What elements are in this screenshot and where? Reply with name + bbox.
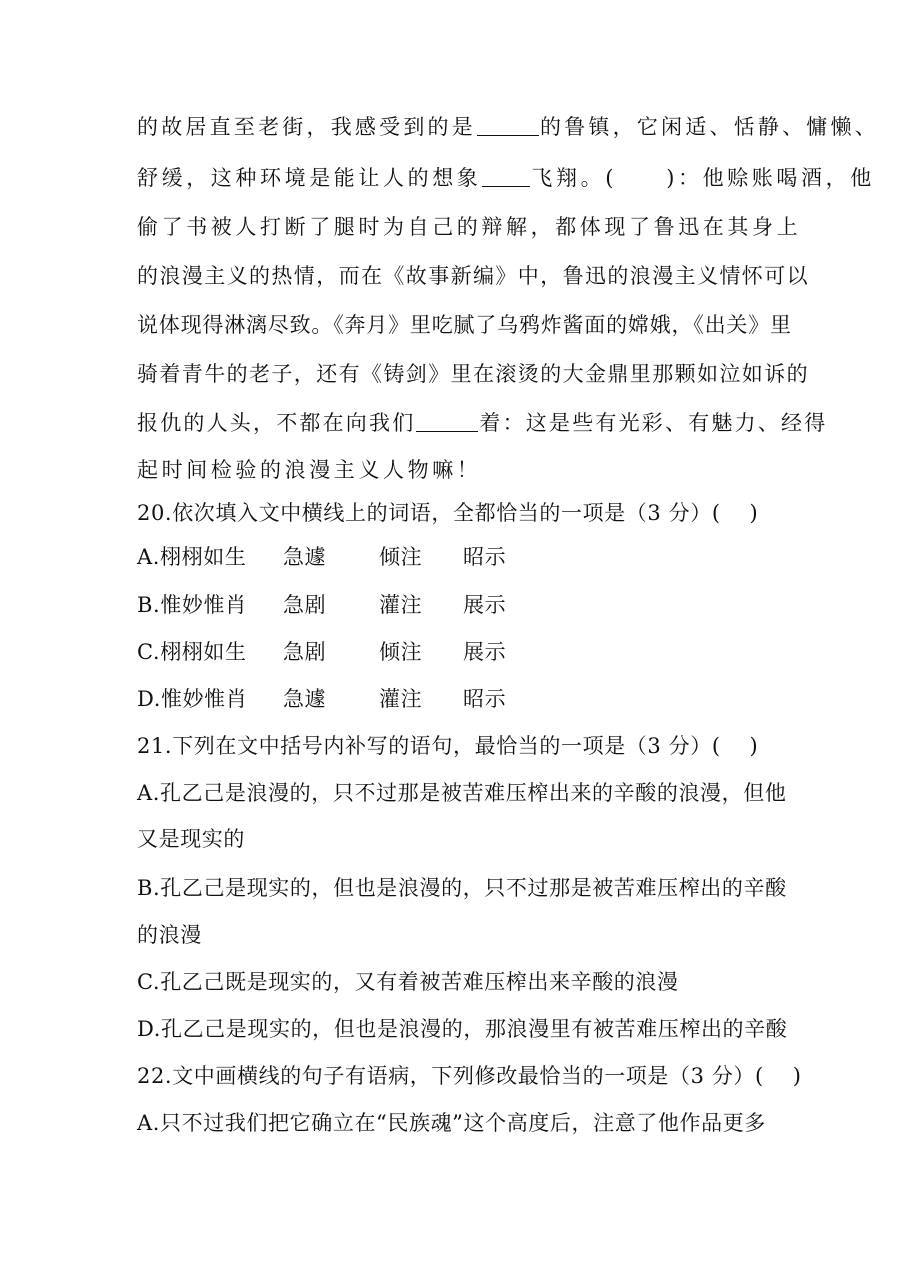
option-word-1: 惟妙惟肖 (160, 593, 247, 617)
passage-line-8: 起时间检验的浪漫主义人物嘛！ (137, 458, 482, 482)
option-word-3: 灌注 (379, 593, 423, 617)
option-letter: D. (137, 687, 161, 711)
passage-text: 舒缓，这种环境是能让人的想象 (137, 166, 482, 190)
passage-text: 报仇的人头，不都在向我们 (137, 411, 416, 435)
passage-line-2 (137, 163, 875, 193)
fill-blank-1 (477, 113, 539, 136)
option-word-4: 展示 (463, 593, 507, 617)
passage-text: 的鲁镇，它闲适、恬静、慵懒、 (539, 115, 879, 139)
passage-text: 飞翔。( )：他赊账喝酒，他 (531, 166, 875, 190)
option-word-1: 惟妙惟肖 (160, 687, 248, 711)
passage-line-6: 骑着青牛的老子，还有《铸剑》里在滚烫的大金鼎里那颗如泣如诉的 (137, 362, 809, 386)
question-21-option-b-line-1: B.孔乙己是现实的，但也是浪漫的，只不过那是被苦难压榨出的辛酸 (137, 876, 787, 900)
option-word-3: 倾注 (379, 640, 423, 664)
option-word-2: 急遽 (283, 687, 327, 711)
option-word-4: 展示 (463, 640, 507, 664)
question-20-option-b (137, 590, 737, 620)
passage-line-3: 偷了书被人打断了腿时为自己的辩解，都体现了鲁迅在其身上 (137, 215, 802, 239)
question-21-option-a-line-2: 又是现实的 (137, 827, 245, 851)
question-21-stem: 21.下列在文中括号内补写的语句，最恰当的一项是（3 分）( ) (137, 734, 759, 758)
option-word-1: 栩栩如生 (160, 545, 247, 569)
option-word-3: 倾注 (379, 545, 423, 569)
option-word-1: 栩栩如生 (160, 640, 247, 664)
question-20-option-a (137, 542, 737, 572)
question-21-option-b-line-2: 的浪漫 (137, 923, 202, 947)
fill-blank-2 (482, 164, 530, 187)
passage-line-4: 的浪漫主义的热情，而在《故事新编》中，鲁迅的浪漫主义情怀可以 (137, 264, 809, 288)
question-20-option-d (137, 684, 737, 714)
passage-line-7 (137, 408, 827, 438)
option-letter: B. (137, 593, 161, 617)
option-word-2: 急剧 (283, 640, 327, 664)
option-word-4: 昭示 (463, 545, 507, 569)
option-word-2: 急剧 (283, 593, 327, 617)
option-word-3: 灌注 (379, 687, 423, 711)
question-21-option-d: D.孔乙己是现实的，但也是浪漫的，那浪漫里有被苦难压榨出的辛酸 (137, 1017, 788, 1041)
passage-line-1 (137, 112, 879, 142)
question-21-option-a-line-1: A.孔乙己是浪漫的，只不过那是被苦难压榨出来的辛酸的浪漫，但他 (137, 781, 787, 805)
option-letter: C. (137, 640, 161, 664)
question-20-stem: 20.依次填入文中横线上的词语，全都恰当的一项是（3 分）( ) (137, 501, 759, 525)
question-21-option-c: C.孔乙己既是现实的，又有着被苦难压榨出来辛酸的浪漫 (137, 970, 679, 994)
option-word-4: 昭示 (463, 687, 507, 711)
question-22-option-a-line-1: A.只不过我们把它确立在“民族魂”这个高度后，注意了他作品更多 (137, 1111, 766, 1135)
passage-line-5: 说体现得淋漓尽致。《奔月》里吃腻了乌鸦炸酱面的嫦娥，《出关》里 (137, 313, 792, 337)
fill-blank-3 (416, 409, 478, 432)
question-22-stem: 22.文中画横线的句子有语病，下列修改最恰当的一项是（3 分）( ) (137, 1064, 802, 1088)
passage-text: 的故居直至老街，我感受到的是 (137, 115, 476, 139)
option-word-2: 急遽 (283, 545, 327, 569)
option-letter: A. (137, 545, 161, 569)
passage-text: 着：这是些有光彩、有魅力、经得 (479, 411, 828, 435)
question-20-option-c (137, 637, 737, 667)
